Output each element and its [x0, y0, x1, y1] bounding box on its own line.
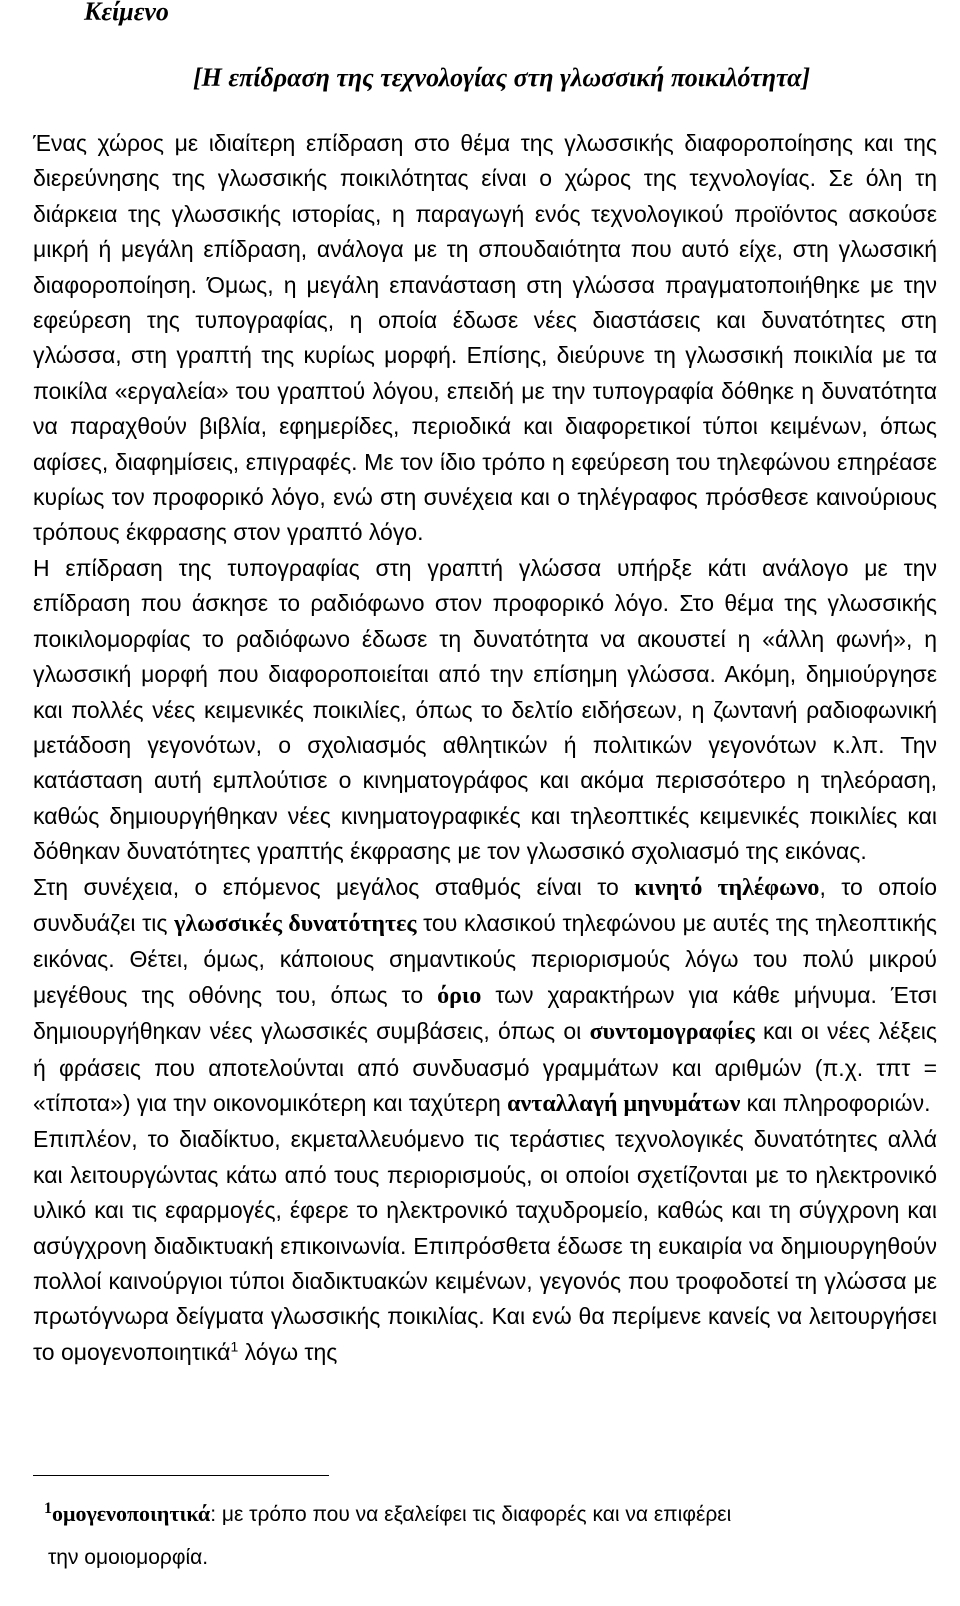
bold-term-linguistic-capabilities: γλωσσικές δυνατότητες: [174, 910, 417, 937]
footnote-definition: : με τρόπο που να εξαλείφει τις διαφορές και να επιφέρει: [210, 1503, 732, 1526]
paragraph-3-text: , το οποίο συνδυάζει τις: [33, 873, 937, 936]
footnote-term: ομογενοποιητικά: [52, 1501, 211, 1526]
document-heading: Κείμενο: [84, 0, 169, 26]
paragraph-3: [33, 870, 937, 1123]
paragraph-1: [33, 126, 937, 551]
footnote-number: 1: [44, 1500, 52, 1517]
footnote-separator: [33, 1475, 329, 1476]
footnote: [44, 1492, 924, 1579]
footnote-definition-continued: την ομοιομορφία.: [48, 1546, 209, 1569]
paragraph-3-text: των χαρακτήρων για κάθε μήνυμα. Έτσι δημιουργήθηκαν νέες γλωσσικές συμβάσεις, όπως οι: [33, 981, 937, 1045]
paragraph-3-text: και οι νέες λέξεις ή φράσεις που αποτελούνται από συνδυασμό γραμμάτων και αριθμών (π.χ. τπτ = «τίποτα») για την οικονομικότερη και ταχύτερη: [33, 1018, 937, 1116]
paragraph-2: [33, 551, 937, 870]
paragraph-4: [33, 1122, 937, 1370]
paragraph-4-text: Επιπλέον, το διαδίκτυο, εκμεταλλευόμενο τις τεράστιες τεχνολογικές δυνατότητες αλλά και λειτουργώντας κάτω από τους περιορισμούς, οι οποίοι σχετίζονται με το ηλεκτρονικό υλικό και τις εφαρμογές, έφερε το ηλεκτρονικό ταχυδρομείο, καθώς και τη σύγχρονη και ασύγχρονη διαδικτυακή επικοινωνία. Επιπρόσθετα έδωσε τη ευκαιρία να δημιουργηθούν πολλοί καινούργιοι τύποι διαδικτυακών κειμένων, γεγονός που τροφοδοτεί τη γλώσσα με πρωτόγνωρα δείγματα γλωσσικής ποικιλίας. Και ενώ θα περίμενε κανείς να λειτουργήσει το ομογενοποιητικά: [33, 1126, 937, 1365]
bold-term-abbreviations: συντομογραφίες: [589, 1019, 755, 1046]
paragraph-4-text: λόγω της: [238, 1338, 338, 1365]
bold-term-limit: όριο: [437, 982, 482, 1009]
document-subtitle: [Η επίδραση της τεχνολογίας στη γλωσσική ποικιλότητα]: [193, 63, 811, 92]
bold-term-mobile-phone: κινητό τηλέφωνο: [634, 874, 820, 901]
paragraph-3-text: και πληροφοριών.: [740, 1089, 931, 1116]
bold-term-message-exchange: ανταλλαγή μηνυμάτων: [507, 1090, 741, 1117]
body-text: [33, 126, 937, 1370]
paragraph-3-text: Στη συνέχεια, ο επόμενος μεγάλος σταθμός είναι το: [33, 873, 635, 900]
paragraph-1-text: Ένας χώρος με ιδιαίτερη επίδραση στο θέμα της γλωσσικής διαφοροποίησης και της διερεύνησης της γλωσσικής ποικιλότητας είναι ο χώρος της τεχνολογίας. Σε όλη τη διάρκεια της γλωσσικής ιστορίας, η παραγωγή ενός τεχνολογικού προϊόντος ασκούσε μικρή ή μεγάλη επίδραση, ανάλογα με τη σπουδαιότητα που αυτό είχε, στη γλωσσική διαφοροποίηση. Όμως, η μεγάλη επανάσταση στη γλώσσα πραγματοποιήθηκε με την εφεύρεση της τυπογραφίας, η οποία έδωσε νέες διαστάσεις και δυνατότητες στη γλώσσα, στη γραπτή της κυρίως μορφή. Επίσης, διεύρυνε τη γλωσσική ποικιλία με τα ποικίλα «εργαλεία» του γραπτού λόγου, επειδή με την τυπογραφία δόθηκε η δυνατότητα να παραχθούν βιβλία, εφημερίδες, περιοδικά και διαφορετικοί τύποι κειμένων, όπως αφίσες, διαφημίσεις, επιγραφές. Με τον ίδιο τρόπο η εφεύρεση του τηλεφώνου επηρέασε κυρίως τον προφορικό λόγο, ενώ στη συνέχεια και ο τηλέγραφος πρόσθεσε καινούριους τρόπους έκφρασης στον γραπτό λόγο.: [33, 130, 937, 546]
footnote-reference[interactable]: 1: [230, 1338, 239, 1355]
paragraph-2-text: Η επίδραση της τυπογραφίας στη γραπτή γλώσσα υπήρξε κάτι ανάλογο με την επίδραση που άσκησε το ραδιόφωνο στον προφορικό λόγο. Στο θέμα της γλωσσικής ποικιλομορφίας το ραδιόφωνο έδωσε τη δυνατότητα να ακουστεί η «άλλη φωνή», η γλωσσική μορφή που διαφοροποιείται από την επίσημη γλώσσα. Ακόμη, δημιούργησε και πολλές νέες κειμενικές ποικιλίες, όπως το δελτίο ειδήσεων, η ζωντανή ραδιοφωνική μετάδοση γεγονότων, ο σχολιασμός αθλητικών ή πολιτικών γεγονότων κ.λπ. Την κατάσταση αυτή εμπλούτισε ο κινηματογράφος και ακόμα περισσότερο η τηλεόραση, καθώς δημιουργήθηκαν νέες κινηματογραφικές και τηλεοπτικές κειμενικές ποικιλίες και δόθηκαν δυνατότητες γραπτής έκφρασης με τον γλωσσικό σχολιασμό της εικόνας.: [33, 554, 937, 865]
paragraph-3-text: του κλασικού τηλεφώνου με αυτές της τηλεοπτικής εικόνας. Θέτει, όμως, κάποιους σημαντικούς περιορισμούς λόγω του πολύ μικρού μεγέθους της οθόνης του, όπως το: [33, 909, 937, 1008]
